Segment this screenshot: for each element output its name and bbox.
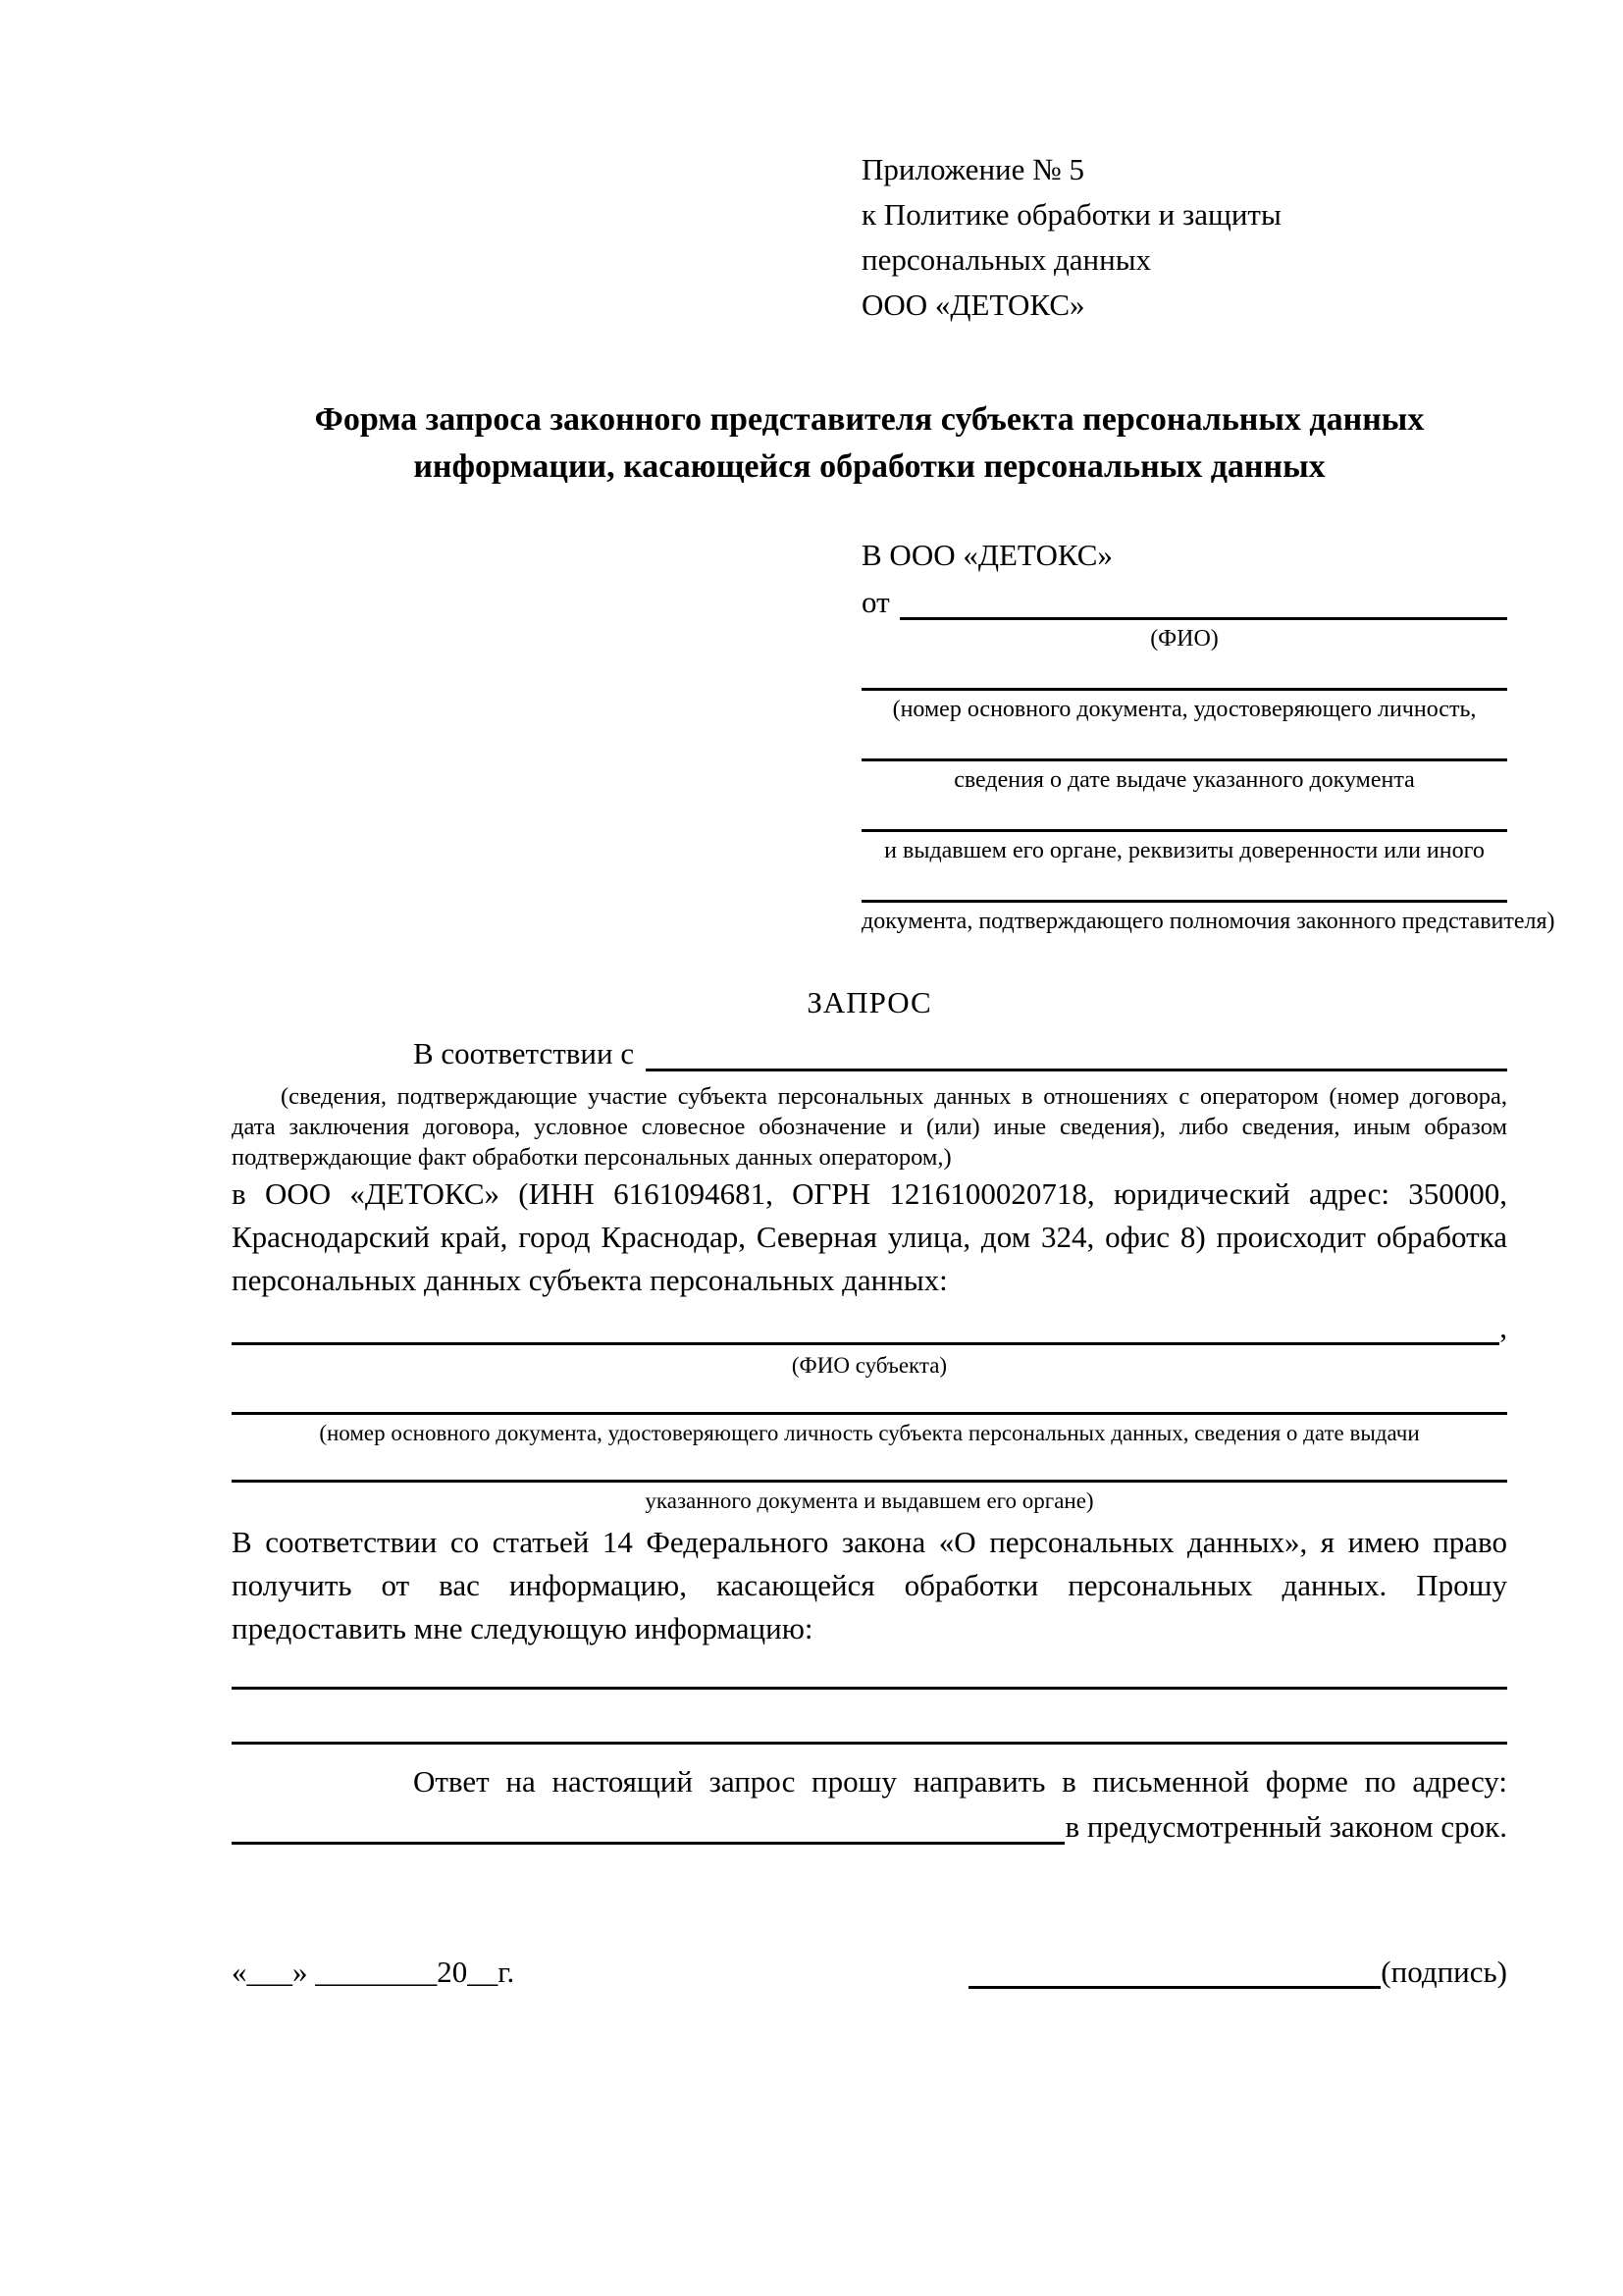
- rep-doc-input-line-4[interactable]: [862, 865, 1507, 903]
- footer-row: [232, 1951, 1507, 1994]
- signature-caption: (подпись): [1381, 1955, 1507, 1989]
- appendix-line-4: ООО «ДЕТОКС»: [862, 287, 1085, 322]
- rep-doc-input-line-2[interactable]: [862, 724, 1507, 761]
- appendix-line-1: Приложение № 5: [862, 152, 1084, 186]
- request-heading: ЗАПРОС: [807, 985, 932, 1019]
- rep-doc-caption-3: и выдавшем его органе, реквизиты доверенности или иного: [884, 838, 1485, 863]
- subject-doc-caption-1: (номер основного документа, удостоверяющего личность субъекта персональных данных, сведения о дате выдачи: [319, 1421, 1420, 1445]
- rep-doc-caption-1: (номер основного документа, удостоверяющего личность,: [892, 697, 1477, 722]
- subject-fio-caption: (ФИО субъекта): [791, 1353, 948, 1378]
- subject-fio-input-line[interactable]: [232, 1342, 1499, 1345]
- reply-address-input-line[interactable]: [232, 1842, 1065, 1845]
- operator-paragraph: в ООО «ДЕТОКС» (ИНН 6161094681, ОГРН 1216100020718, юридический адрес: 350000, Краснодарский край, город Краснодар, Северная улица, дом 324, офис 8) происходит обработка персональных данных субъекта персональных данных:: [232, 1176, 1507, 1297]
- appendix-block: [862, 147, 1507, 328]
- appendix-line-3: персональных данных: [862, 242, 1152, 277]
- basis-caption: (сведения, подтверждающие участие субъекта персональных данных в отношениях с оператором (номер договора, дата заключения договора, условное словесное обозначение и (или) иные сведения), либо сведения, иным образом подтверждающие факт обработки персональных данных оператором,): [232, 1083, 1507, 1171]
- rep-doc-input-line-1[interactable]: [862, 653, 1507, 691]
- signature-group: [969, 1951, 1507, 1994]
- info-request-input-line-2[interactable]: [232, 1690, 1507, 1745]
- rep-doc-caption-2: сведения о дате выдаче указанного документа: [954, 767, 1415, 793]
- subject-doc-field-1: [232, 1380, 1507, 1447]
- reply-paragraph: Ответ на настоящий запрос прошу направить в письменной форме по адресу:: [413, 1764, 1507, 1799]
- rep-doc-input-line-3[interactable]: [862, 795, 1507, 832]
- info-request-input-line-1[interactable]: [232, 1650, 1507, 1690]
- form-title: Форма запроса законного представителя субъекта персональных данных информации, касающейся обработки персональных данных: [314, 401, 1425, 485]
- from-row: [862, 579, 1507, 624]
- from-label: от: [862, 585, 890, 619]
- from-fio-input-line[interactable]: [900, 617, 1507, 620]
- addressee-org: В ООО «ДЕТОКС»: [862, 538, 1113, 572]
- signature-input-line[interactable]: [969, 1986, 1381, 1989]
- basis-input-line[interactable]: [646, 1069, 1507, 1071]
- rep-doc-field-2: [862, 724, 1507, 795]
- document-content: [232, 147, 1555, 1994]
- rep-doc-field-1: [862, 653, 1507, 724]
- appendix-line-2: к Политике обработки и защиты: [862, 197, 1282, 232]
- subject-doc-input-line-1[interactable]: [232, 1380, 1507, 1415]
- basis-row: [232, 1032, 1507, 1075]
- reply-address-row: [232, 1803, 1507, 1849]
- subject-fio-row: [232, 1310, 1507, 1349]
- fio-caption: (ФИО): [1150, 626, 1219, 652]
- rep-doc-field-4: [862, 865, 1555, 936]
- rep-doc-field-3: [862, 795, 1507, 865]
- rep-doc-caption-4: документа, подтверждающего полномочия законного представителя): [862, 909, 1555, 934]
- reply-tail: в предусмотренный законом срок.: [1065, 1809, 1507, 1844]
- subject-doc-field-2: [232, 1447, 1507, 1515]
- date-field[interactable]: «___» ________20__г.: [232, 1955, 515, 1989]
- basis-label: В соответствии с: [413, 1036, 635, 1070]
- addressee-block: [862, 534, 1555, 936]
- subject-doc-caption-2: указанного документа и выдавшем его органе): [645, 1488, 1094, 1513]
- subject-doc-input-line-2[interactable]: [232, 1447, 1507, 1483]
- subject-fio-comma: ,: [1499, 1310, 1507, 1344]
- law-paragraph: В соответствии со статьей 14 Федерального закона «О персональных данных», я имею право получить от вас информацию, касающейся обработки персональных данных. Прошу предоставить мне следующую информацию:: [232, 1525, 1507, 1645]
